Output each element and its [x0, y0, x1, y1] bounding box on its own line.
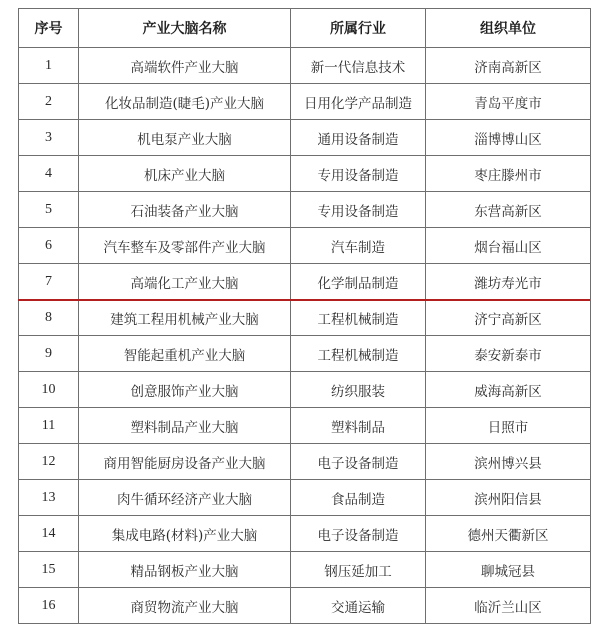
row-name-cell: 精品钢板产业大脑: [79, 552, 291, 588]
table-row: [19, 588, 591, 624]
row-organizer-cell: 青岛平度市: [426, 84, 591, 120]
row-index-cell: 11: [19, 408, 79, 444]
row-industry-cell: 通用设备制造: [291, 120, 426, 156]
row-index-cell: 9: [19, 336, 79, 372]
row-industry-cell: 电子设备制造: [291, 444, 426, 480]
row-name-cell: 机电泵产业大脑: [79, 120, 291, 156]
industry-brain-table-container: [18, 8, 590, 624]
row-organizer-cell: 济宁高新区: [426, 300, 591, 336]
table-row: [19, 264, 591, 300]
row-name-cell: 机床产业大脑: [79, 156, 291, 192]
row-industry-cell: 交通运输: [291, 588, 426, 624]
row-industry-cell: 食品制造: [291, 480, 426, 516]
row-name-cell: 智能起重机产业大脑: [79, 336, 291, 372]
table-row: [19, 480, 591, 516]
row-index-cell: 7: [19, 264, 79, 300]
header-organizer: 组织单位: [426, 9, 591, 48]
row-index-cell: 15: [19, 552, 79, 588]
row-name-cell: 肉牛循环经济产业大脑: [79, 480, 291, 516]
table-row: [19, 228, 591, 264]
table-row: [19, 516, 591, 552]
row-industry-cell: 电子设备制造: [291, 516, 426, 552]
table-row: [19, 84, 591, 120]
row-index-cell: 5: [19, 192, 79, 228]
row-index-cell: 6: [19, 228, 79, 264]
row-index-cell: 13: [19, 480, 79, 516]
row-name-cell: 高端软件产业大脑: [79, 48, 291, 84]
table-header-row: [19, 9, 591, 48]
row-industry-cell: 工程机械制造: [291, 336, 426, 372]
row-name-cell: 石油装备产业大脑: [79, 192, 291, 228]
row-organizer-cell: 日照市: [426, 408, 591, 444]
row-industry-cell: 纺织服装: [291, 372, 426, 408]
row-index-cell: 14: [19, 516, 79, 552]
row-name-cell: 高端化工产业大脑: [79, 264, 291, 300]
row-organizer-cell: 德州天衢新区: [426, 516, 591, 552]
row-name-cell: 汽车整车及零部件产业大脑: [79, 228, 291, 264]
row-index-cell: 3: [19, 120, 79, 156]
row-name-cell: 建筑工程用机械产业大脑: [79, 300, 291, 336]
row-industry-cell: 塑料制品: [291, 408, 426, 444]
row-index-cell: 4: [19, 156, 79, 192]
table-row: [19, 444, 591, 480]
table-row: [19, 156, 591, 192]
row-industry-cell: 日用化学产品制造: [291, 84, 426, 120]
row-index-cell: 2: [19, 84, 79, 120]
row-industry-cell: 专用设备制造: [291, 156, 426, 192]
header-industry: 所属行业: [291, 9, 426, 48]
row-index-cell: 8: [19, 300, 79, 336]
row-index-cell: 1: [19, 48, 79, 84]
row-organizer-cell: 威海高新区: [426, 372, 591, 408]
row-organizer-cell: 泰安新泰市: [426, 336, 591, 372]
table-row: [19, 192, 591, 228]
header-index: 序号: [19, 9, 79, 48]
table-row: [19, 48, 591, 84]
row-index-cell: 12: [19, 444, 79, 480]
row-organizer-cell: 济南高新区: [426, 48, 591, 84]
header-name: 产业大脑名称: [79, 9, 291, 48]
industry-brain-table: [18, 8, 591, 624]
row-organizer-cell: 潍坊寿光市: [426, 264, 591, 300]
table-row: [19, 372, 591, 408]
table-row: [19, 336, 591, 372]
row-industry-cell: 新一代信息技术: [291, 48, 426, 84]
table-row: [19, 300, 591, 336]
row-organizer-cell: 淄博博山区: [426, 120, 591, 156]
row-name-cell: 集成电路(材料)产业大脑: [79, 516, 291, 552]
row-organizer-cell: 枣庄滕州市: [426, 156, 591, 192]
row-industry-cell: 汽车制造: [291, 228, 426, 264]
row-name-cell: 商用智能厨房设备产业大脑: [79, 444, 291, 480]
table-row: [19, 552, 591, 588]
row-industry-cell: 化学制品制造: [291, 264, 426, 300]
row-organizer-cell: 东营高新区: [426, 192, 591, 228]
row-industry-cell: 钢压延加工: [291, 552, 426, 588]
row-industry-cell: 专用设备制造: [291, 192, 426, 228]
table-row: [19, 408, 591, 444]
row-organizer-cell: 临沂兰山区: [426, 588, 591, 624]
row-industry-cell: 工程机械制造: [291, 300, 426, 336]
row-name-cell: 创意服饰产业大脑: [79, 372, 291, 408]
row-index-cell: 16: [19, 588, 79, 624]
row-organizer-cell: 滨州阳信县: [426, 480, 591, 516]
row-index-cell: 10: [19, 372, 79, 408]
table-body: [19, 48, 591, 624]
row-organizer-cell: 烟台福山区: [426, 228, 591, 264]
row-organizer-cell: 聊城冠县: [426, 552, 591, 588]
row-name-cell: 商贸物流产业大脑: [79, 588, 291, 624]
row-name-cell: 化妆品制造(睫毛)产业大脑: [79, 84, 291, 120]
row-name-cell: 塑料制品产业大脑: [79, 408, 291, 444]
row-organizer-cell: 滨州博兴县: [426, 444, 591, 480]
table-row: [19, 120, 591, 156]
